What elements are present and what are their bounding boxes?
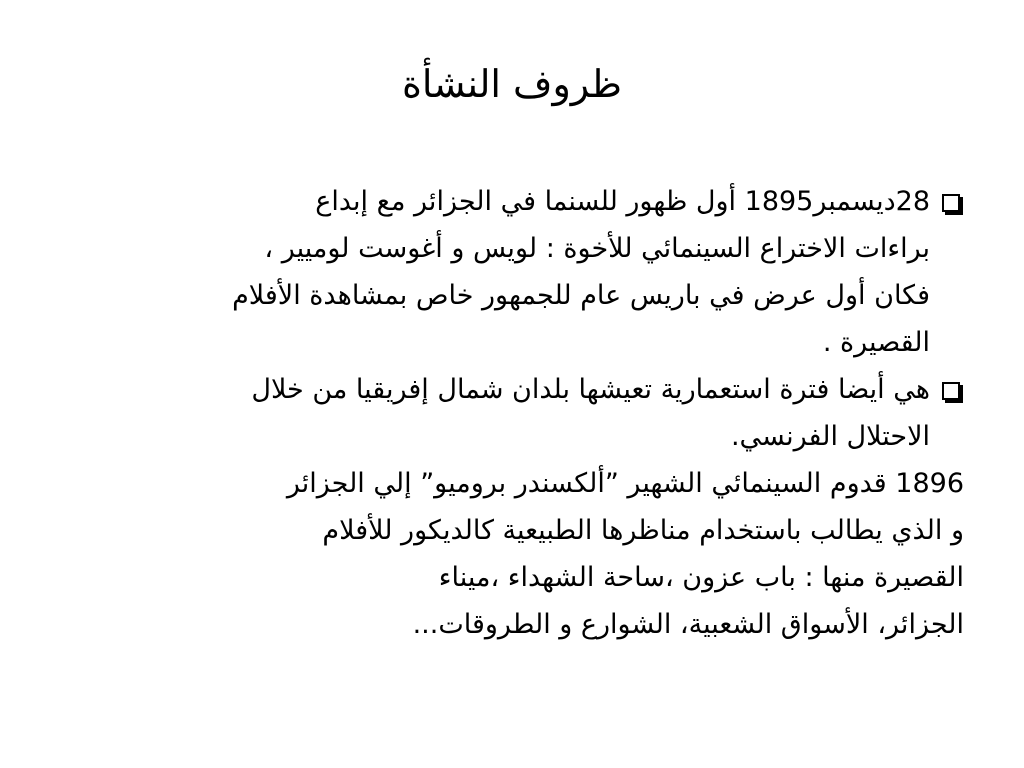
bullet-2-line-1: هي أيضا فترة استعمارية تعيشها بلدان شمال إفريقيا من خلال	[251, 374, 930, 405]
paragraph-line-4: الجزائر، الأسواق الشعبية، الشوارع و الطروقات...	[412, 609, 964, 640]
checkbox-bullet-icon	[942, 194, 960, 212]
paragraph-line-2: و الذي يطالب باستخدام مناظرها الطبيعية كالديكور للأفلام	[322, 515, 964, 546]
bullet-1-line-2: براءات الاختراع السينمائي للأخوة : لويس و أغوست لوميير ،	[264, 233, 930, 264]
slide-title: ظروف النشأة	[401, 62, 623, 106]
paragraph-line-1: 1896 قدوم السينمائي الشهير ”ألكسندر بروميو” إلي الجزائر	[286, 468, 964, 499]
paragraph	[60, 460, 964, 648]
bullet-1-line-1: 28ديسمبر1895 أول ظهور للسنما في الجزائر مع إبداع	[315, 186, 930, 217]
bullet-2-line-2: الاحتلال الفرنسي.	[730, 421, 930, 452]
bullet-item-1	[60, 178, 964, 366]
bullet-1-line-4: القصيرة .	[822, 327, 930, 358]
slide-body	[60, 178, 964, 648]
bullet-1-line-3: فكان أول عرض في باريس عام للجمهور خاص بمشاهدة الأفلام	[232, 280, 930, 311]
paragraph-line-3: القصيرة منها : باب عزون ،ساحة الشهداء ،ميناء	[438, 562, 964, 593]
checkbox-bullet-icon	[942, 382, 960, 400]
bullet-item-2	[60, 366, 964, 460]
